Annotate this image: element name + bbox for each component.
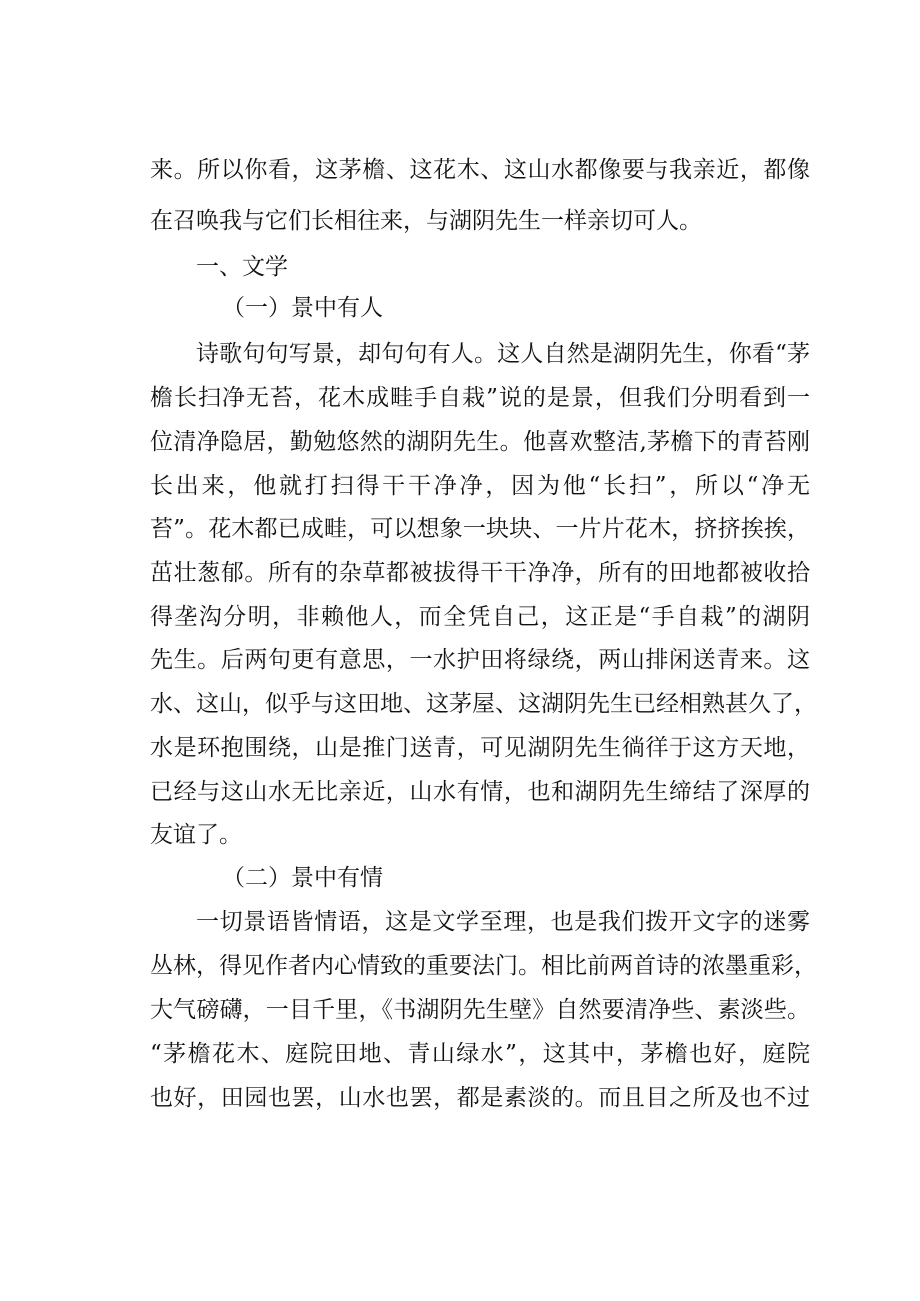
paragraph-line: 来。所以你看，这茅檐、这花木、这山水都像要与我亲近，都像 [150, 157, 810, 183]
subsection-heading-1: （一）景中有人 [222, 295, 383, 321]
paragraph-line: 一切景语皆情语，这是文学至理，也是我们拨开文字的迷雾 [196, 909, 810, 935]
paragraph-line: 先生。后两句更有意思，一水护田将绿绕，两山排闲送青来。这 [150, 647, 810, 673]
section-heading: 一、文学 [196, 254, 288, 280]
paragraph-line: “茅檐花木、庭院田地、青山绿水”，这其中，茅檐也好，庭院 [150, 1041, 810, 1067]
paragraph-line: 长出来，他就打扫得干干净净，因为他“长扫”，所以“净无 [150, 473, 810, 499]
paragraph-line: 水是环抱围绕，山是推门送青，可见湖阴先生徜徉于这方天地， [150, 735, 810, 761]
paragraph-line: 也好，田园也罢，山水也罢，都是素淡的。而且目之所及也不过 [150, 1085, 810, 1111]
subsection-heading-2: （二）景中有情 [222, 865, 383, 891]
paragraph-line: 檐长扫净无苔，花木成畦手自栽”说的是景，但我们分明看到一 [150, 385, 810, 411]
paragraph-line: 位清净隐居，勤勉悠然的湖阴先生。他喜欢整洁,茅檐下的青苔刚 [150, 429, 810, 455]
paragraph-line: 得垄沟分明，非赖他人，而全凭自己，这正是“手自栽”的湖阴 [150, 604, 810, 630]
paragraph-line: 茁壮葱郁。所有的杂草都被拔得干干净净，所有的田地都被收拾 [150, 560, 810, 586]
paragraph-line: 苔”。花木都已成畦，可以想象一块块、一片片花木，挤挤挨挨， [150, 516, 810, 542]
paragraph-line: 已经与这山水无比亲近，山水有情，也和湖阴先生缔结了深厚的 [150, 779, 810, 805]
paragraph-line: 水、这山，似乎与这田地、这茅屋、这湖阴先生已经相熟甚久了， [150, 691, 817, 717]
paragraph-line: 友谊了。 [150, 822, 242, 848]
paragraph-line: 丛林，得见作者内心情致的重要法门。相比前两首诗的浓墨重彩， [150, 953, 817, 979]
paragraph-line: 在召唤我与它们长相往来，与湖阴先生一样亲切可人。 [150, 208, 702, 234]
paragraph-line: 大气磅礴，一目千里，《书湖阴先生壁》自然要清净些、素淡些。 [150, 997, 810, 1023]
paragraph-line: 诗歌句句写景，却句句有人。这人自然是湖阴先生，你看“茅 [196, 341, 810, 367]
